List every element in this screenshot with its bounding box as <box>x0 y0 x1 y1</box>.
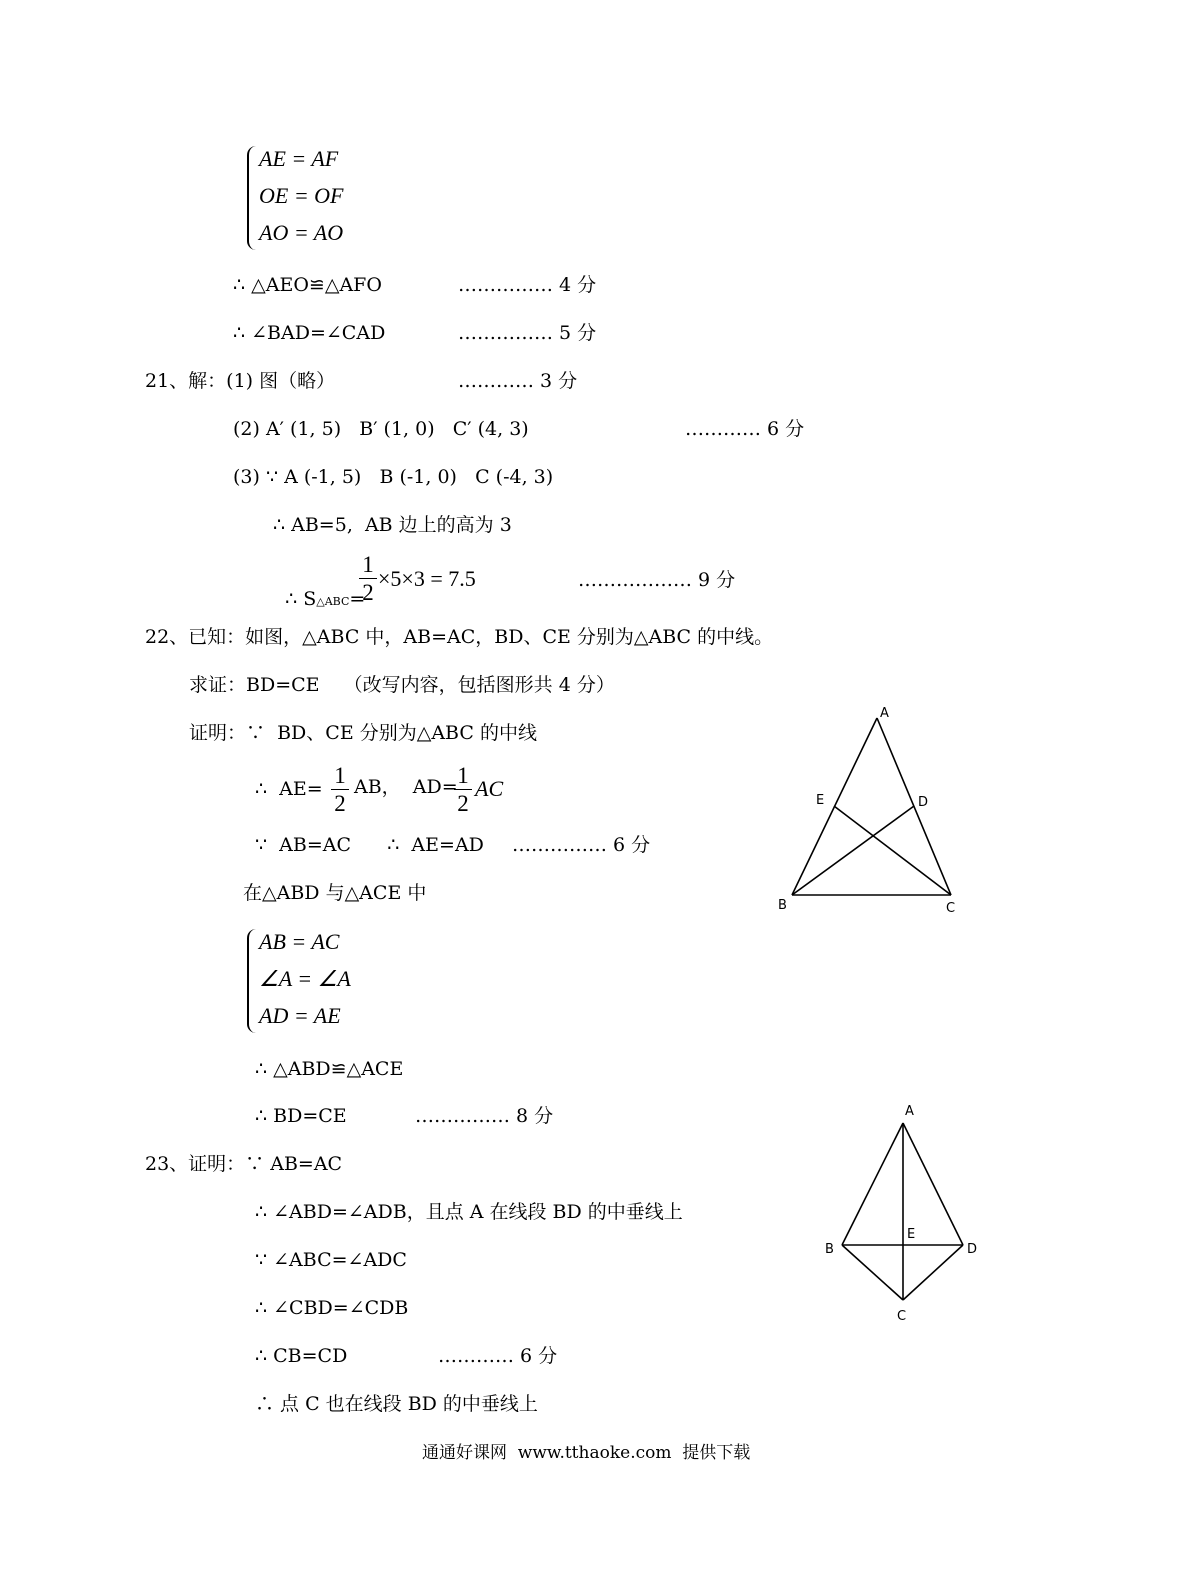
vertex-label-a: A <box>880 706 889 721</box>
question-23-heading: 23、证明：∵ AB=AC <box>145 1153 343 1175</box>
fraction-one-half <box>359 553 377 604</box>
kite-abcd-figure <box>815 1095 990 1330</box>
equation-row: AO = AO <box>259 220 344 245</box>
equation-row: AB = AC <box>259 929 340 954</box>
vertex-label-c: C <box>897 1309 907 1324</box>
answer-line: (3) ∵ A (-1, 5) B (-1, 0) C (-4, 3) <box>233 466 554 488</box>
vertex-label-e: E <box>816 793 825 808</box>
area-label <box>273 571 365 609</box>
proof-line: ∴ ∠ABD=∠ADB，且点 A 在线段 BD 的中垂线上 <box>255 1201 683 1223</box>
equals-sign: = <box>349 588 366 610</box>
vertex-label-d: D <box>918 795 929 810</box>
score-marker: ………… 6 分 <box>685 418 805 440</box>
area-expression: ×5×3 = 7.5 <box>378 566 476 591</box>
vertex-label-b: B <box>825 1242 834 1257</box>
answer-line: ∴ AB=5, AB 边上的高为 3 <box>273 514 512 536</box>
fraction-denominator: 2 <box>457 791 469 816</box>
question-21-heading: 21、解：(1) 图（略） <box>145 370 336 392</box>
score-marker: ………… 6 分 <box>438 1345 558 1367</box>
fraction-numerator: 1 <box>457 763 469 788</box>
question-22-heading: 22、已知：如图，△ABC 中，AB=AC，BD、CE 分别为△ABC 的中线。 <box>145 626 774 648</box>
score-marker: …………… 5 分 <box>458 322 597 344</box>
score-marker: …………… 8 分 <box>415 1105 554 1127</box>
fraction-numerator: 1 <box>334 763 346 788</box>
proof-line: ∴ ∠BAD=∠CAD <box>233 322 386 344</box>
proof-line: ∵ AB=AC ∴ AE=AD <box>255 834 484 856</box>
proof-line: ∴ △AEO≌△AFO <box>233 274 382 296</box>
prove-statement: 求证：BD=CE （改写内容，包括图形共 4 分） <box>189 674 615 696</box>
fraction-one-half <box>454 764 472 815</box>
score-marker: …………… 4 分 <box>458 274 597 296</box>
proof-line: ∴ BD=CE <box>255 1105 347 1127</box>
equation-row: AD = AE <box>259 1003 341 1028</box>
fraction-bar <box>359 578 377 579</box>
proof-line: ∴ CB=CD <box>255 1345 348 1367</box>
fraction-denominator: 2 <box>362 580 374 605</box>
proof-line: 在△ABD 与△ACE 中 <box>243 882 427 904</box>
vertex-label-b: B <box>778 898 787 913</box>
score-marker: ………… 3 分 <box>458 370 578 392</box>
vertex-label-e: E <box>907 1227 916 1242</box>
fraction-bar <box>331 789 349 790</box>
proof-line: 证明：∵ BD、CE 分别为△ABC 的中线 <box>189 722 537 744</box>
proof-line: ∴ △ABD≌△ACE <box>255 1058 404 1080</box>
system-brace <box>247 146 257 250</box>
triangle-abc-figure <box>770 700 980 920</box>
page-footer: 通通好课网 www.tthaoke.com 提供下载 <box>422 1443 751 1463</box>
proof-line: AB， AD= <box>354 776 458 798</box>
proof-line: ∵ ∠ABC=∠ADC <box>255 1249 407 1271</box>
score-marker: …………… 6 分 <box>512 834 651 856</box>
equation-row: ∠A = ∠A <box>259 966 351 991</box>
system-brace <box>247 929 257 1033</box>
area-prefix: ∴ S <box>285 588 317 610</box>
proof-line: ∴ AE= <box>255 778 323 800</box>
fraction-one-half <box>331 764 349 815</box>
answer-line: (2) A′ (1, 5) B′ (1, 0) C′ (4, 3) <box>233 418 529 440</box>
fraction-denominator: 2 <box>334 791 346 816</box>
proof-line: ∴ 点 C 也在线段 BD 的中垂线上 <box>255 1393 538 1415</box>
equation-row: OE = OF <box>259 183 344 208</box>
vertex-label-d: D <box>967 1242 978 1257</box>
vertex-label-c: C <box>946 901 956 916</box>
area-subscript: △ABC <box>316 595 350 608</box>
proof-line: AC <box>475 776 504 801</box>
fraction-bar <box>454 789 472 790</box>
fraction-numerator: 1 <box>362 552 374 577</box>
equation-row: AE = AF <box>259 146 339 171</box>
score-marker: ……………… 9 分 <box>578 569 736 591</box>
vertex-label-a: A <box>905 1104 914 1119</box>
proof-line: ∴ ∠CBD=∠CDB <box>255 1297 409 1319</box>
